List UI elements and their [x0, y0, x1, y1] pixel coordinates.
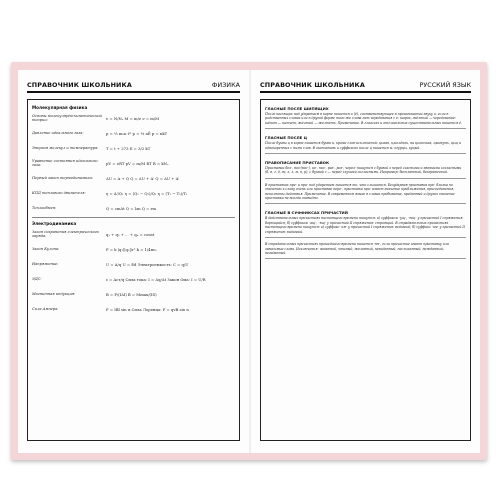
russian-rules-panel — [260, 99, 471, 441]
section-title-molecular: Молекулярная физика — [32, 105, 88, 110]
formula-name: ЭДС: — [32, 277, 42, 281]
formula-row — [32, 142, 235, 154]
formula-row — [32, 258, 235, 270]
formula-row — [32, 187, 235, 199]
rule-title: ГЛАСНЫЕ В СУФФИКСАХ ПРИЧАСТИЙ — [265, 210, 348, 216]
physics-formulas-panel — [27, 99, 240, 441]
formula-row — [32, 303, 235, 315]
right-header-title: СПРАВОЧНИК ШКОЛЬНИКА — [260, 81, 365, 89]
formula-row — [32, 112, 235, 124]
rule-block — [265, 241, 466, 259]
rule-text: В страдательных причастиях прошедшего времени пишется -нн-, если причастие имеет приставку или зависимые слова. Исключения: чеканный, чтимый, желанный, невиданный, неслыханный, нежданный, негаданный. — [265, 242, 449, 255]
formula-expression: B = F/(IΔl) B = Mmax/(IS) — [106, 291, 157, 297]
formula-name: Закон Кулона: — [32, 247, 60, 251]
rule-text: В приставках пре- и при- под ударением пишется то, что слышится. Безударная приставка пре- близка по значению к слову очень или приставке пере-, приставка при- имеет значение приближения, присоединения, неполноты действия. Примечание. В современном языке в словах пребывание, преданный и других значение приставки не всегда очевидно. — [265, 182, 455, 201]
formula-name: КПД теплового двигателя: — [32, 191, 86, 195]
formula-name: Сила Ампера: — [32, 307, 59, 311]
rule-text: После шипящих под ударением в корне пишется о (ё), соответствующее в произношении звуку о, если в родственных словах или в другой форме того же слова нет чередования с е: шорох, жёлтый — чередование: шёпот — шепчет, жёлтый — желтеть. Примечание. В глаголах и отглагольных существительных пишется ё. — [265, 112, 462, 125]
formula-row — [32, 243, 235, 255]
formula-expression: F = k |q₁||q₂|/r² k = 1/4πε₀ — [106, 246, 157, 252]
formula-row — [32, 202, 235, 214]
rule-title: ГЛАСНЫЕ ПОСЛЕ Ц — [265, 135, 308, 141]
formula-name: Напряжение: — [32, 262, 59, 266]
rule-text: Приставки без-, воз-(вос-), из-, низ-, раз-, роз-, через- пишутся с буквой з перед гласными и звонкими согласными (б, в, г, д, ж, з, л, м, н, р), с буквой с — перед глухими согласными. Например: бесплатный, безграничный. — [265, 166, 462, 175]
formula-name: Первый закон термодинамики: — [32, 176, 94, 180]
formula-row — [32, 288, 235, 300]
formula-name: Давление идеального газа: — [32, 131, 84, 135]
formula-name: Основы молекулярно-кинетической теории: — [32, 114, 102, 122]
formula-name: Теплообмен: — [32, 206, 57, 210]
formula-name: Магнитная индукция: — [32, 292, 76, 296]
formula-name: Энергия молекул и температура: — [32, 146, 99, 150]
rule-block — [265, 207, 466, 238]
formula-expression: pV = νRT pV = m/M RT R = kNₐ — [106, 160, 169, 166]
formula-row — [32, 228, 235, 240]
left-page-header — [27, 81, 240, 93]
left-header-title: СПРАВОЧНИК ШКОЛЬНИКА — [27, 81, 132, 89]
section-divider — [32, 217, 235, 218]
formula-expression: U = A/q U = Ed Электроемкость: C = q/U — [106, 261, 189, 267]
right-header-subject: РУССКИЙ ЯЗЫК — [419, 81, 471, 89]
formula-expression: T = t + 273 E = 3/2 kT — [106, 145, 151, 151]
formula-row — [32, 157, 235, 169]
formula-expression: η = A'/Q₁ η = (Q₁ − Q₂)/Q₁ η = (T₁ − T₂)/T₁ — [106, 190, 188, 196]
right-page-russian — [251, 70, 480, 453]
formula-name: Закон сохранения электрического заряда: — [32, 230, 99, 238]
formula-expression: F = IBl sin α Сила Лоренца: F = qvB sin α — [106, 306, 189, 312]
formula-expression: ε = Aст/q Сила тока: I = Δq/Δt Закон Ома: I = U/R — [106, 276, 206, 282]
formula-expression: Q = cmΔt Q = λm Q = rm — [106, 205, 156, 211]
left-header-subject: ФИЗИКА — [211, 81, 240, 89]
rule-block — [265, 132, 466, 154]
formula-row — [32, 172, 235, 184]
section-title-electrodynamics: Электродинамика — [32, 221, 77, 226]
formula-name: Уравнение состояния идеального газа: — [32, 159, 98, 167]
rule-title: ПРАВОПИСАНИЕ ПРИСТАВОК — [265, 160, 330, 166]
formula-row — [32, 127, 235, 139]
formula-row — [32, 273, 235, 285]
formula-expression: q₁ + q₂ + ... + qₙ = const — [106, 231, 155, 237]
formula-expression: ν = N/Nₐ M = m/ν ν = m/M — [106, 115, 160, 121]
left-page-physics — [18, 70, 249, 453]
rule-block — [265, 103, 466, 129]
right-page-header — [260, 81, 471, 93]
rule-title: ГЛАСНЫЕ ПОСЛЕ ШИПЯЩИХ — [265, 106, 329, 111]
formula-expression: ΔU = A + Q Q = ΔU + A' Q = ΔU + A' — [106, 175, 180, 181]
rule-text: В действительных причастиях настоящего времени пишутся: а) суффиксы -ущ-, -ющ- у причастий I спряжения: борющийся; б) суффиксы -ащ-, -ящ- у причастий II спряжения: строящий. В страдательных причастиях настоящего времени пишутся: а) суффикс -ем- у причастий I спряжения: ведомый; б) суффикс -им- у причастий II спряжения: видимый. — [265, 216, 465, 234]
rule-block — [265, 182, 466, 205]
rule-text: После буквы ц в корне пишется буква и, кроме слов-исключений: цыган, цыплёнок, на цыпочках, цыкнуть, цыц и однокоренных с ними слов. В окончаниях и суффиксах после ц пишется ы: огурцы, куцый. — [265, 141, 462, 150]
formula-expression: p = ⅓ m₀n v̄² p = ⅔ nĒ p = nkT — [106, 130, 168, 136]
rule-block — [265, 157, 466, 179]
